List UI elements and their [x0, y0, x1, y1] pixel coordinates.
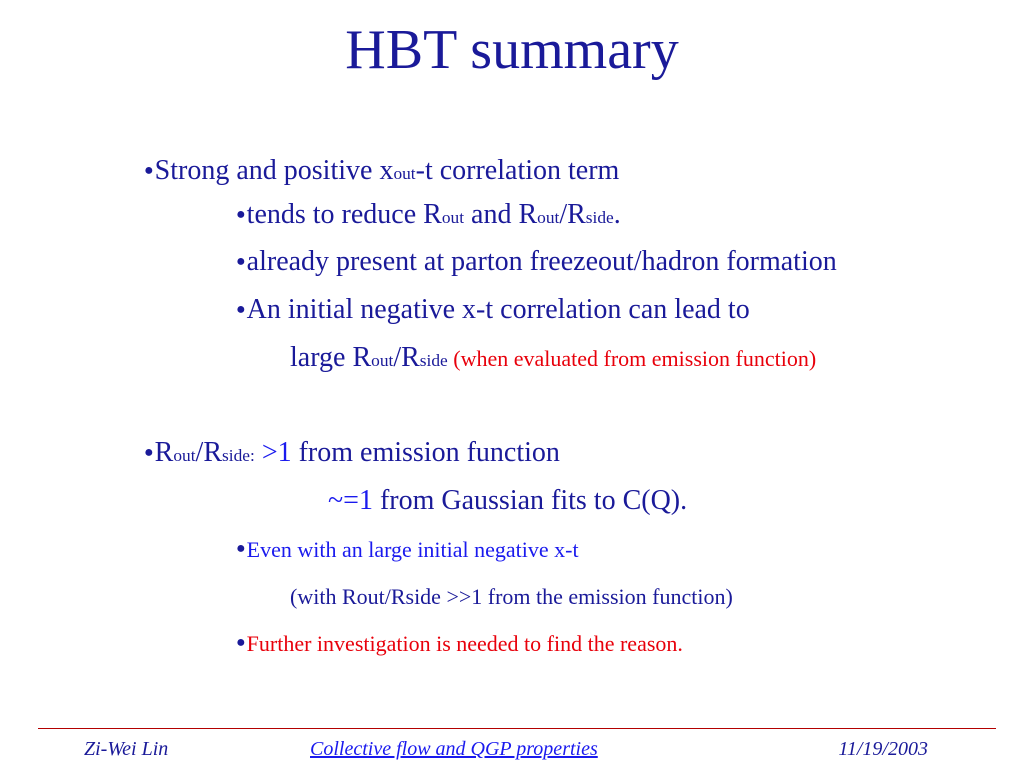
- bullet-1-sub: out: [393, 164, 416, 183]
- slide-title: HBT summary: [345, 19, 679, 81]
- bullet-1-2: [236, 246, 837, 278]
- bullet-1-1-text-b: and R: [464, 199, 538, 230]
- bullet-1: [144, 155, 619, 187]
- bullet-1-3-cont-red-note: (when evaluated from emission function): [447, 346, 817, 371]
- bullet-1-3-text: An initial negative x-t correlation can lead to: [246, 294, 750, 325]
- footer-talk-title-link[interactable]: Collective flow and QGP properties: [310, 738, 598, 760]
- bullet-dot-icon: ●: [236, 540, 246, 557]
- bullet-1-1-text-c: /R: [559, 199, 586, 230]
- footer-author: Zi-Wei Lin: [84, 738, 169, 760]
- bullet-2-highlight: >1: [254, 437, 292, 468]
- bullet-1-1-text-d: .: [613, 199, 621, 230]
- bullet-2-2-text: Further investigation is needed to find the reason.: [246, 631, 683, 656]
- bullet-1-3-continuation: [290, 342, 816, 374]
- bullet-2-1-cont-text: (with Rout/Rside >>1 from the emission function): [290, 584, 733, 609]
- bullet-dot-icon: ●: [236, 206, 246, 223]
- bullet-1-1-text-a: tends to reduce R: [246, 199, 442, 230]
- bullet-2-continuation: [328, 485, 687, 517]
- bullet-1-1-sub3: side: [585, 208, 614, 227]
- bullet-1-3-cont-sub2: side: [419, 351, 448, 370]
- bullet-2-cont-highlight: ~=1: [328, 485, 373, 516]
- bullet-1-3-cont-text-a: large R: [290, 342, 372, 373]
- bullet-1-3-cont-sub1: out: [371, 351, 394, 370]
- footer-date: 11/19/2003: [838, 738, 928, 760]
- bullet-dot-icon: ●: [236, 634, 246, 651]
- bullet-1-1-sub2: out: [537, 208, 560, 227]
- bullet-2-1-continuation: [290, 584, 733, 610]
- bullet-2-1: [236, 537, 579, 563]
- bullet-dot-icon: ●: [144, 444, 154, 461]
- bullet-2: [144, 437, 560, 469]
- bullet-1-text-b: -t correlation term: [415, 155, 620, 186]
- bullet-2-text-a: R: [154, 437, 174, 468]
- bullet-1-2-text: already present at parton freezeout/hadron formation: [246, 246, 837, 277]
- bullet-2-cont-text: from Gaussian fits to C(Q).: [372, 485, 688, 516]
- bullet-2-sub1: out: [173, 446, 196, 465]
- bullet-2-text-c: from emission function: [291, 437, 560, 468]
- bullet-1-1: [236, 199, 621, 231]
- bullet-dot-icon: ●: [236, 301, 246, 318]
- bullet-2-sub2: side:: [222, 446, 255, 465]
- bullet-2-1-text: Even with an large initial negative x-t: [246, 537, 579, 562]
- footer-divider: [38, 728, 996, 729]
- bullet-1-3-cont-text-b: /R: [393, 342, 420, 373]
- bullet-1-1-sub1: out: [441, 208, 465, 227]
- bullet-dot-icon: ●: [236, 253, 246, 270]
- bullet-2-text-b: /R: [195, 437, 223, 468]
- bullet-dot-icon: ●: [144, 162, 154, 179]
- bullet-1-text-a: Strong and positive x: [154, 155, 394, 186]
- bullet-2-2: [236, 631, 683, 657]
- bullet-1-3: [236, 294, 750, 326]
